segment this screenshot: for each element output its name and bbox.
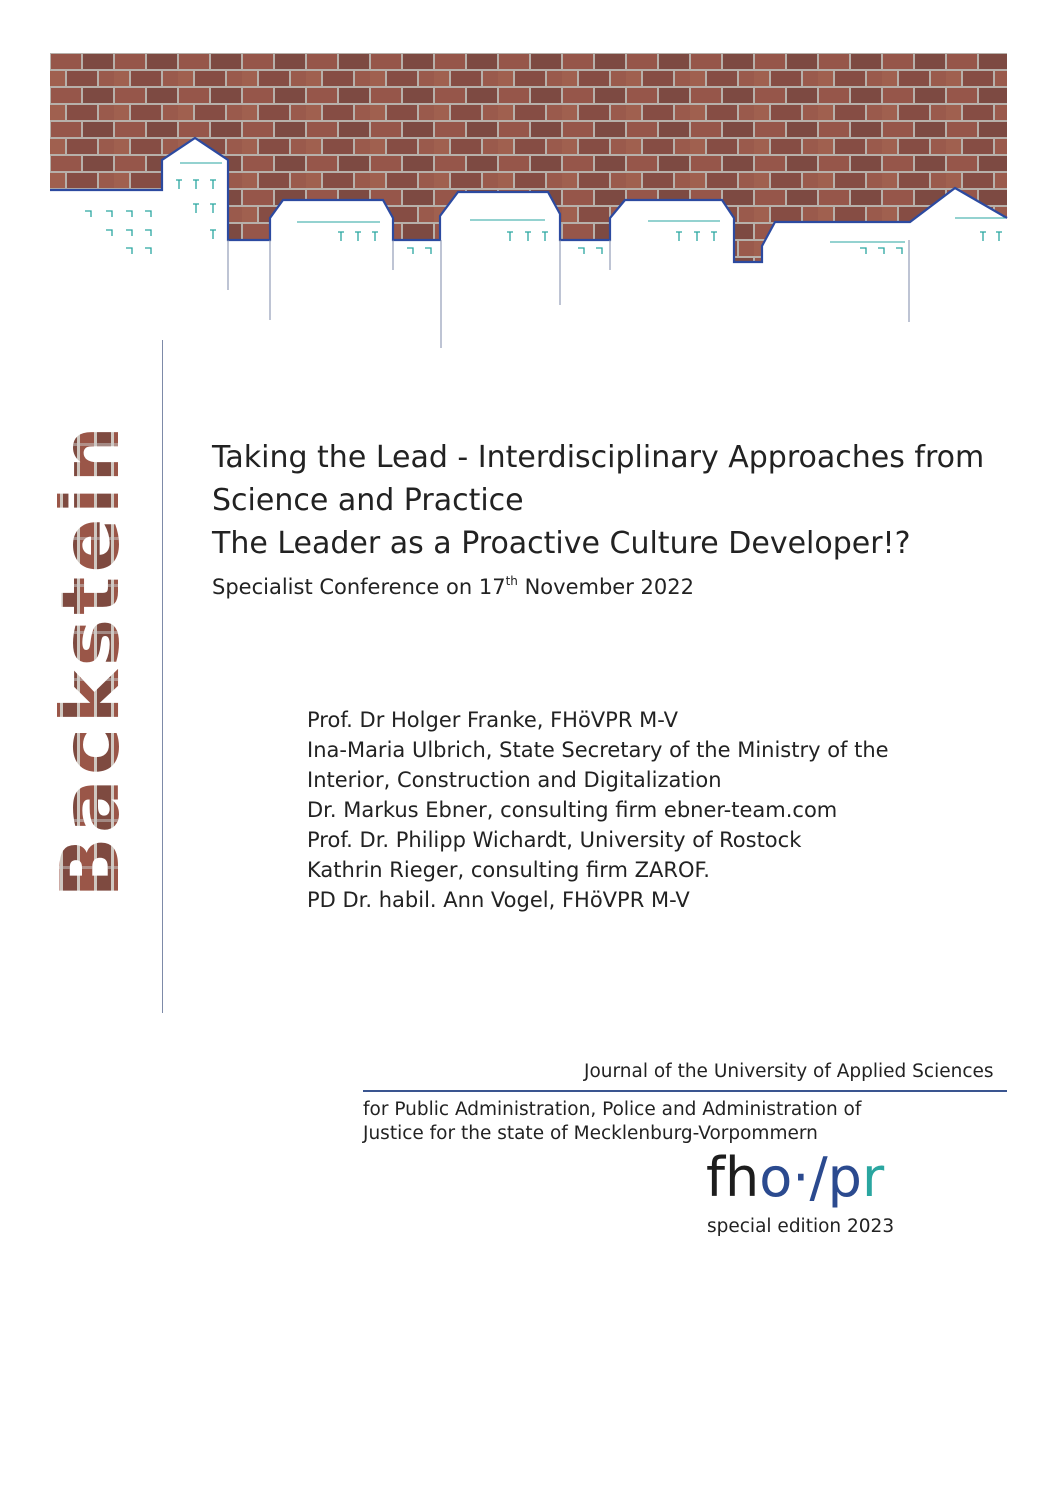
brick-wall-banner (0, 0, 1058, 360)
journal-heading: Journal of the University of Applied Sciences (584, 1061, 994, 1082)
logo-r: r (861, 1146, 885, 1209)
author-line: PD Dr. habil. Ann Vogel, FHöVPR M-V (307, 888, 690, 912)
subtitle-suffix: November 2022 (517, 575, 694, 599)
author-line: Prof. Dr. Philipp Wichardt, University of Rostock (307, 828, 802, 852)
journal-divider (363, 1090, 1007, 1092)
author-line: Dr. Markus Ebner, consulting firm ebner-team.com (307, 798, 838, 822)
document-title (212, 436, 1032, 565)
author-list (307, 705, 947, 915)
conference-date (212, 574, 694, 599)
subtitle-prefix: Specialist Conference on 17 (212, 575, 506, 599)
title-line-2: Science and Practice (212, 483, 524, 518)
title-line-3: The Leader as a Proactive Culture Developer!? (212, 526, 911, 561)
logo-ov: o·/p (759, 1146, 862, 1209)
title-line-1: Taking the Lead - Interdisciplinary Approaches from (212, 440, 985, 475)
author-line: Prof. Dr Holger Franke, FHöVPR M-V (307, 708, 678, 732)
subtitle-ordinal: th (505, 574, 518, 588)
left-vertical-rule (162, 340, 163, 1013)
author-line: Interior, Construction and Digitalization (307, 768, 722, 792)
edition-label: special edition 2023 (707, 1216, 895, 1237)
backstein-wordmark: Backstein (53, 360, 128, 960)
fhovpr-logo (706, 1145, 886, 1215)
journal-line-2: Justice for the state of Mecklenburg-Vorpommern (363, 1123, 818, 1144)
logo-fh: fh (706, 1146, 760, 1209)
backstein-wordmark-block (44, 360, 137, 960)
journal-line-1: for Public Administration, Police and Administration of (363, 1099, 862, 1120)
author-line: Kathrin Rieger, consulting firm ZAROF. (307, 858, 710, 882)
journal-description (363, 1098, 861, 1146)
author-line: Ina-Maria Ulbrich, State Secretary of the Ministry of the (307, 738, 889, 762)
